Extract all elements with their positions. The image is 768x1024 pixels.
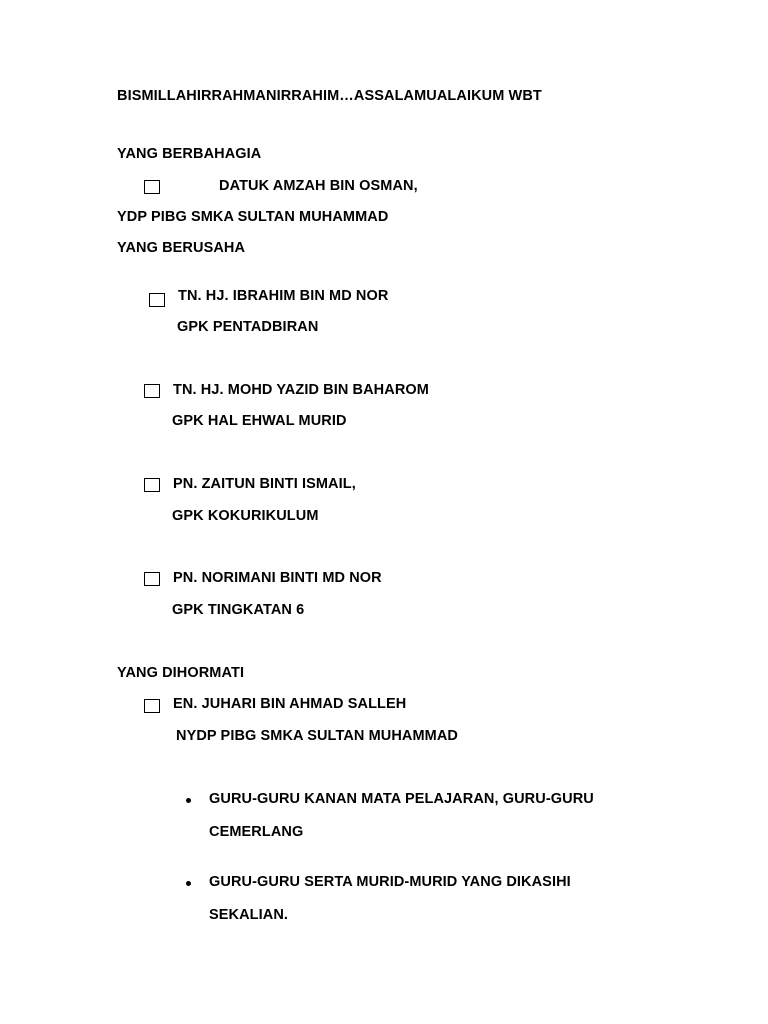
- heading-dihormati: YANG DIHORMATI: [117, 665, 245, 681]
- position-nydp-pibg: NYDP PIBG SMKA SULTAN MUHAMMAD: [176, 728, 458, 744]
- heading-berusaha: YANG BERUSAHA: [117, 240, 246, 256]
- opening-greeting: BISMILLAHIRRAHMANIRRAHIM…ASSALAMUALAIKUM WBT: [117, 88, 542, 104]
- name-zaitun: PN. ZAITUN BINTI ISMAIL,: [173, 476, 356, 492]
- checkbox-datuk-amzah[interactable]: [144, 180, 160, 194]
- name-norimani: PN. NORIMANI BINTI MD NOR: [173, 570, 382, 586]
- bullet-dot: [186, 798, 191, 803]
- position-ydp-pibg: YDP PIBG SMKA SULTAN MUHAMMAD: [117, 209, 389, 225]
- heading-berbahagia: YANG BERBAHAGIA: [117, 146, 262, 162]
- name-ibrahim: TN. HJ. IBRAHIM BIN MD NOR: [178, 288, 389, 304]
- position-gpk-pentadbiran: GPK PENTADBIRAN: [177, 319, 319, 335]
- bullet-guru-murid-line2: SEKALIAN.: [209, 907, 289, 923]
- checkbox-mohd-yazid[interactable]: [144, 384, 160, 398]
- name-juhari: EN. JUHARI BIN AHMAD SALLEH: [173, 696, 407, 712]
- checkbox-juhari[interactable]: [144, 699, 160, 713]
- bullet-guru-kanan-line2: CEMERLANG: [209, 824, 304, 840]
- checkbox-zaitun[interactable]: [144, 478, 160, 492]
- bullet-guru-murid-line1: GURU-GURU SERTA MURID-MURID YANG DIKASIHI: [209, 874, 571, 890]
- checkbox-ibrahim[interactable]: [149, 293, 165, 307]
- name-datuk-amzah: DATUK AMZAH BIN OSMAN,: [219, 178, 418, 194]
- position-gpk-kokurikulum: GPK KOKURIKULUM: [172, 508, 319, 524]
- position-gpk-tingkatan-6: GPK TINGKATAN 6: [172, 602, 305, 618]
- bullet-dot: [186, 881, 191, 886]
- name-mohd-yazid: TN. HJ. MOHD YAZID BIN BAHAROM: [173, 382, 429, 398]
- bullet-guru-kanan-line1: GURU-GURU KANAN MATA PELAJARAN, GURU-GURU: [209, 791, 594, 807]
- checkbox-norimani[interactable]: [144, 572, 160, 586]
- position-gpk-hem: GPK HAL EHWAL MURID: [172, 413, 347, 429]
